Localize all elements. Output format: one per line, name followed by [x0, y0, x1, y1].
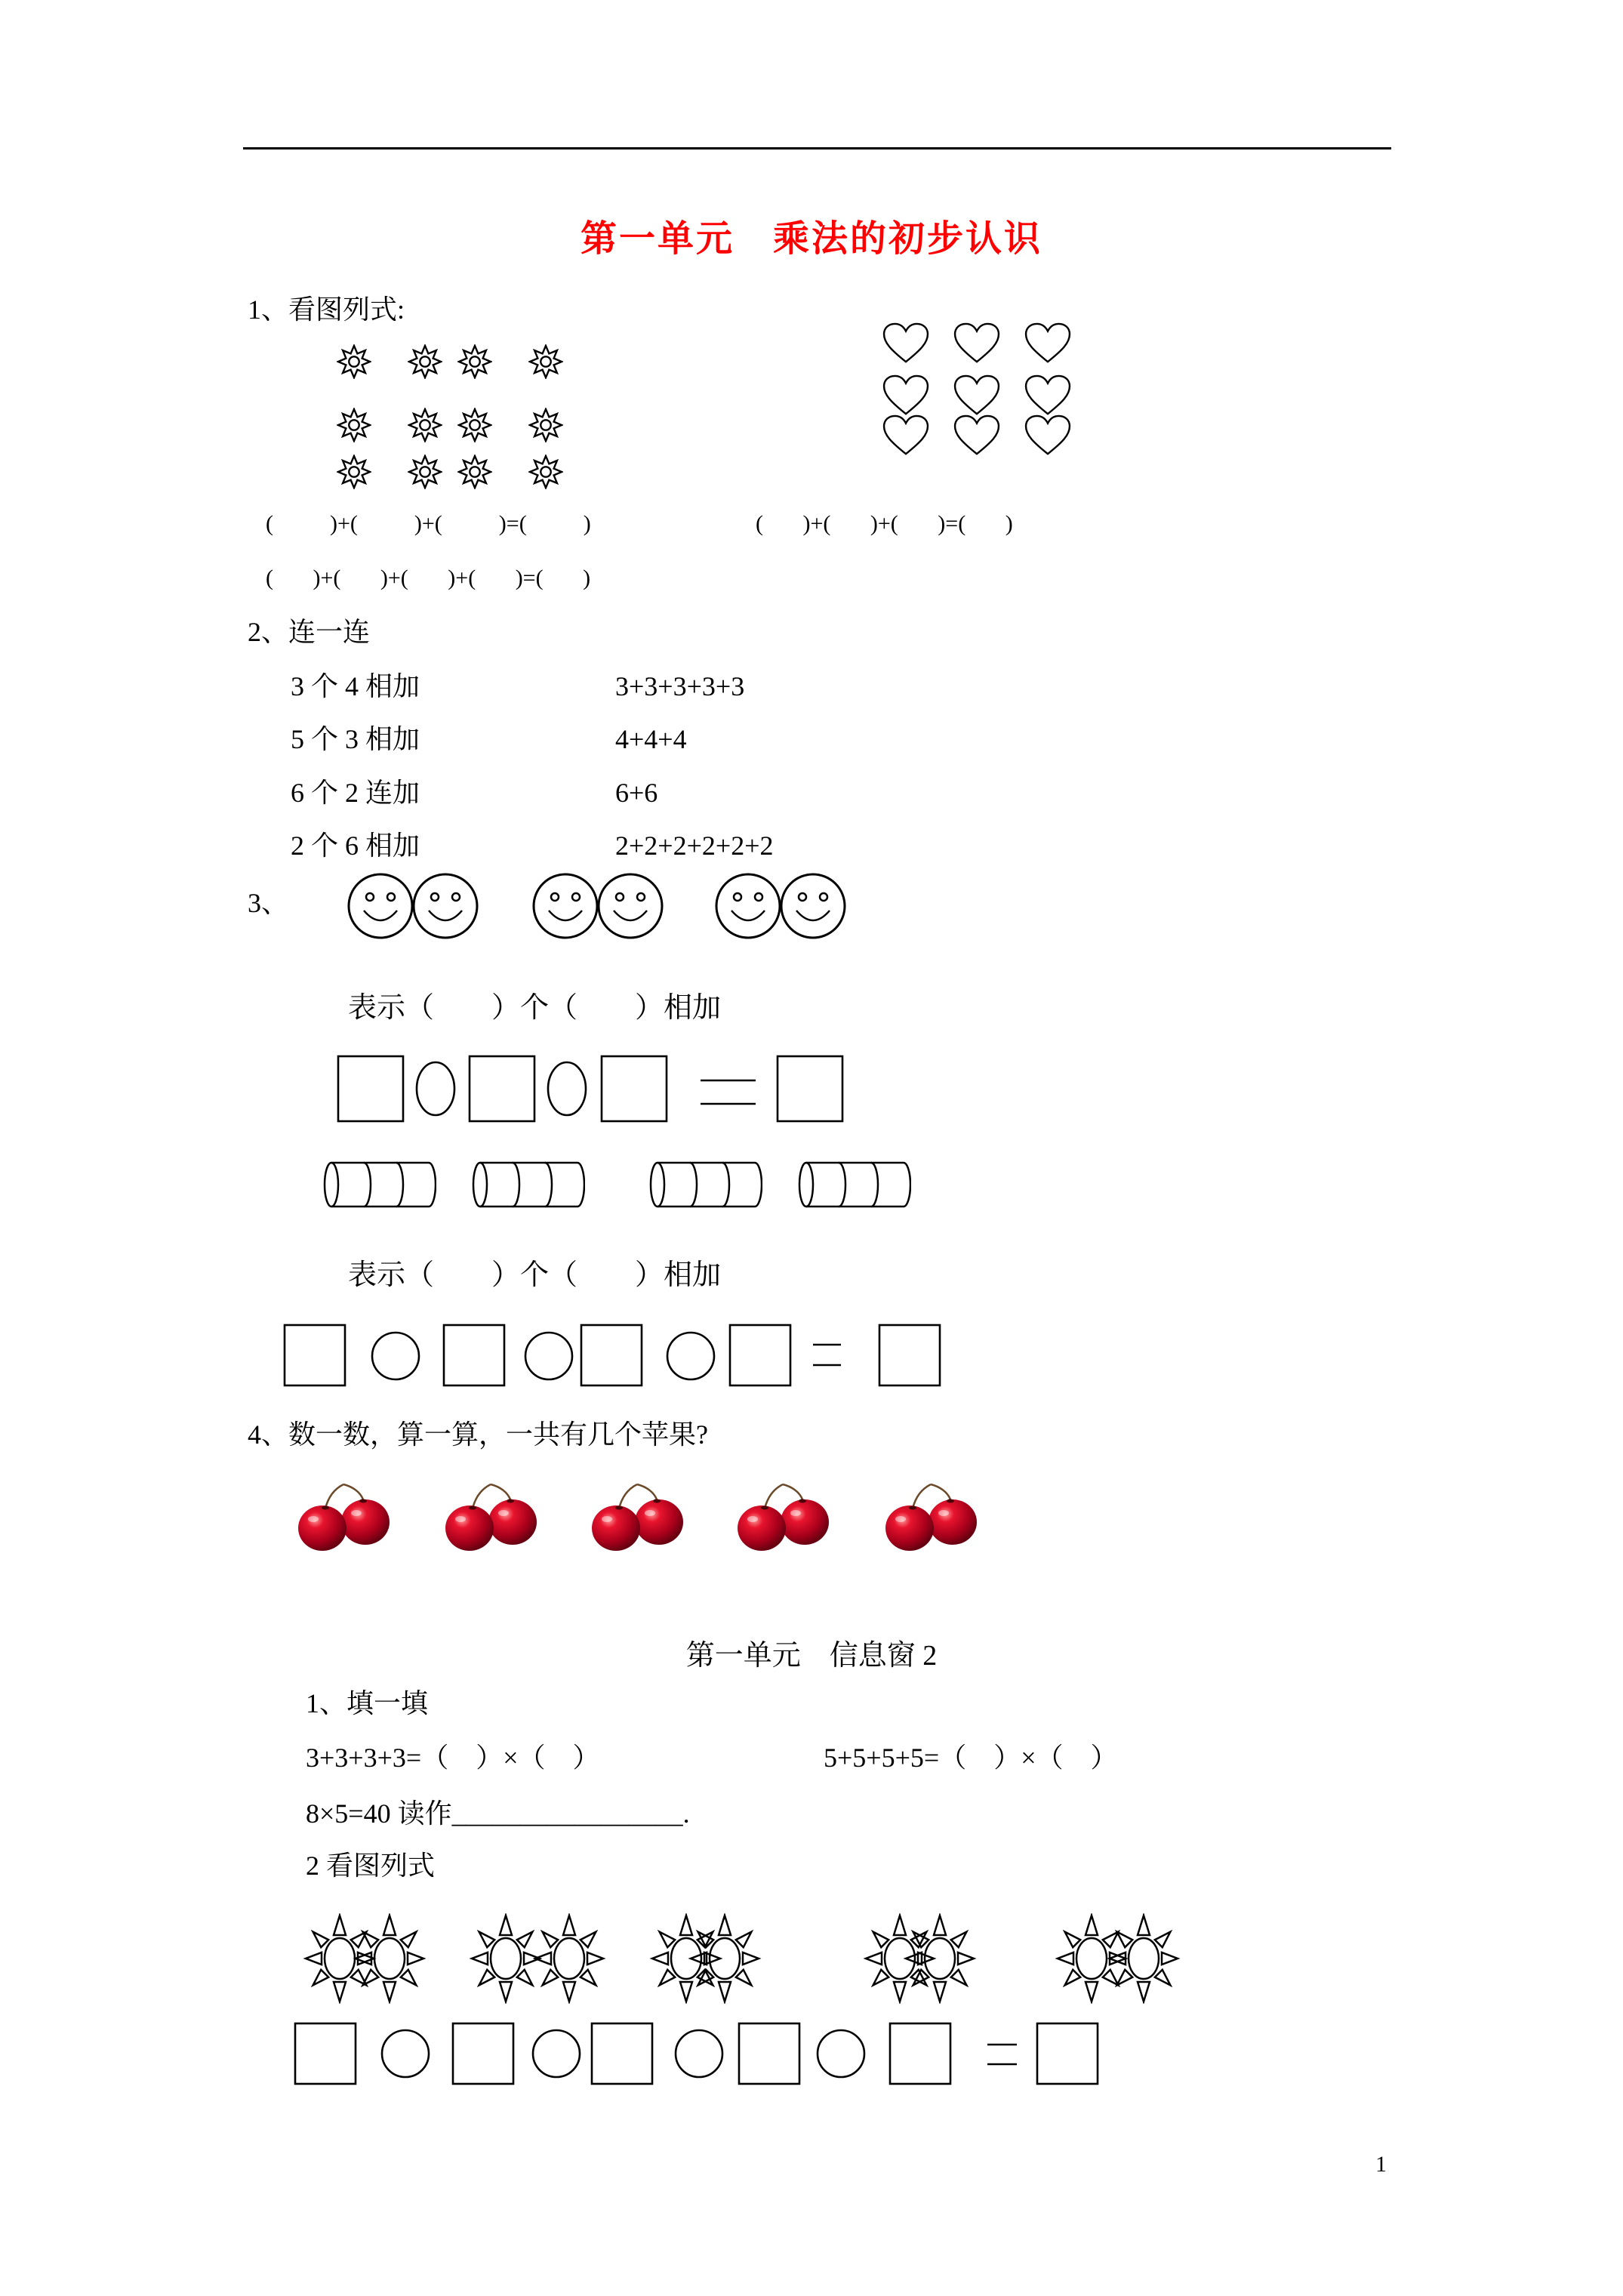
q1-equation-row1-right: ( )+( )+( )=( ): [756, 511, 1013, 536]
sun-icon: [530, 456, 562, 488]
section2-title: 第一单元 信息窗 2: [685, 1640, 938, 1672]
operator-circle: [667, 1333, 714, 1379]
sun-face-icon: [472, 1915, 540, 2002]
q2-left-item: 3 个 4 相加: [291, 671, 420, 701]
smiley-icon: [716, 874, 780, 938]
q1-sun-group: [338, 346, 562, 488]
fill-read-line: 8×5=40 读作_________________.: [306, 1798, 690, 1829]
answer-box: [444, 1325, 504, 1385]
q4-label: 4、数一数，算一算，一共有几个苹果?: [248, 1419, 708, 1450]
heart-icon: [884, 376, 928, 414]
q3-represent-line-2: 表示（ ）个（ ）相加: [348, 1259, 722, 1291]
cherry-icon: [738, 1484, 829, 1551]
cylinders-icon: [473, 1163, 584, 1207]
answer-box: [295, 2023, 356, 2084]
smiley-icon: [534, 874, 597, 938]
sun-icon: [338, 346, 370, 378]
heart-icon: [955, 376, 999, 414]
equals-sign: [987, 2045, 1017, 2064]
operator-circle: [382, 2030, 429, 2077]
sun-face-icon: [306, 1915, 374, 2002]
q1-equation-row1-left: ( )+( )+( )=( ): [266, 511, 591, 536]
fill-equation-left: 3+3+3+3=（ ）×（ ）: [306, 1743, 600, 1773]
answer-box: [739, 2023, 799, 2084]
q2-left-item: 2 个 6 相加: [291, 831, 420, 861]
operator-circle: [533, 2030, 580, 2077]
q3-smiley-group: [349, 874, 845, 938]
heart-icon: [1026, 324, 1070, 362]
q4-cherry-row: [298, 1484, 977, 1551]
cylinders-icon: [325, 1163, 436, 1207]
picture-label: 2 看图列式: [306, 1851, 436, 1881]
sun-icon: [409, 346, 441, 378]
cylinders-icon: [651, 1163, 762, 1207]
sun-icon: [459, 409, 491, 441]
sun-icon: [459, 456, 491, 488]
heart-icon: [1026, 416, 1070, 454]
sun-icon: [530, 409, 562, 441]
smiley-icon: [781, 874, 845, 938]
answer-box: [581, 1325, 642, 1385]
picture-answer-row: [295, 2023, 1098, 2084]
cherry-icon: [445, 1484, 537, 1551]
heart-icon: [955, 324, 999, 362]
fill-label: 1、填一填: [306, 1688, 429, 1718]
cherry-icon: [885, 1484, 977, 1551]
sun-face-icon: [356, 1915, 423, 2002]
answer-box: [338, 1056, 403, 1121]
answer-box: [470, 1056, 534, 1121]
cylinders-icon: [799, 1163, 910, 1207]
operator-circle: [818, 2030, 864, 2077]
answer-box: [890, 2023, 950, 2084]
page-number: 1: [1375, 2152, 1387, 2177]
q1-equation-row2: ( )+( )+( )+( )=( ): [266, 566, 591, 590]
q1-heart-group: [884, 324, 1070, 454]
q2-left-item: 6 个 2 连加: [291, 778, 420, 808]
picture-sun-row: [306, 1915, 1178, 2002]
q3-represent-line-1: 表示（ ）个（ ）相加: [348, 992, 722, 1024]
smiley-icon: [599, 874, 662, 938]
heart-icon: [1026, 376, 1070, 414]
q2-label: 2、连一连: [248, 617, 371, 647]
q2-left-item: 5 个 3 相加: [291, 724, 420, 754]
operator-circle: [676, 2030, 722, 2077]
sun-icon: [530, 346, 562, 378]
operator-circle: [525, 1333, 572, 1379]
answer-box: [730, 1325, 790, 1385]
operator-oval: [548, 1062, 586, 1115]
sun-icon: [409, 456, 441, 488]
cherry-icon: [298, 1484, 390, 1551]
answer-box: [453, 2023, 513, 2084]
sun-icon: [338, 409, 370, 441]
q2-right-item: 4+4+4: [615, 724, 687, 754]
q2-right-item: 6+6: [615, 778, 658, 808]
q1-label: 1、看图列式:: [248, 294, 405, 325]
q2-right-item: 2+2+2+2+2+2: [615, 831, 774, 861]
operator-circle: [372, 1333, 419, 1379]
answer-box: [879, 1325, 940, 1385]
sun-face-icon: [906, 1915, 974, 2002]
equals-sign: [813, 1345, 841, 1365]
heart-icon: [955, 416, 999, 454]
operator-oval: [417, 1062, 454, 1115]
q2-right-item: 3+3+3+3+3: [615, 671, 745, 701]
q3-answer-row-1: [338, 1056, 842, 1121]
q3-label: 3、: [248, 888, 289, 918]
sun-icon: [409, 409, 441, 441]
heart-icon: [884, 416, 928, 454]
q3-answer-row-2: [285, 1325, 940, 1385]
sun-icon: [459, 346, 491, 378]
fill-equation-right: 5+5+5+5=（ ）×（ ）: [824, 1743, 1118, 1773]
answer-box: [602, 1056, 667, 1121]
q3-cylinder-row: [325, 1163, 910, 1207]
cherry-icon: [592, 1484, 683, 1551]
answer-box: [592, 2023, 652, 2084]
sun-face-icon: [535, 1915, 603, 2002]
smiley-icon: [349, 874, 412, 938]
sun-face-icon: [866, 1915, 934, 2002]
answer-box: [1037, 2023, 1098, 2084]
page-title: 第一单元 乘法的初步认识: [580, 219, 1042, 259]
answer-box: [285, 1325, 345, 1385]
heart-icon: [884, 324, 928, 362]
smiley-icon: [414, 874, 477, 938]
answer-box: [778, 1056, 842, 1121]
equals-sign: [701, 1080, 756, 1104]
sun-face-icon: [1110, 1915, 1178, 2002]
sun-icon: [338, 456, 370, 488]
sun-face-icon: [1058, 1915, 1126, 2002]
